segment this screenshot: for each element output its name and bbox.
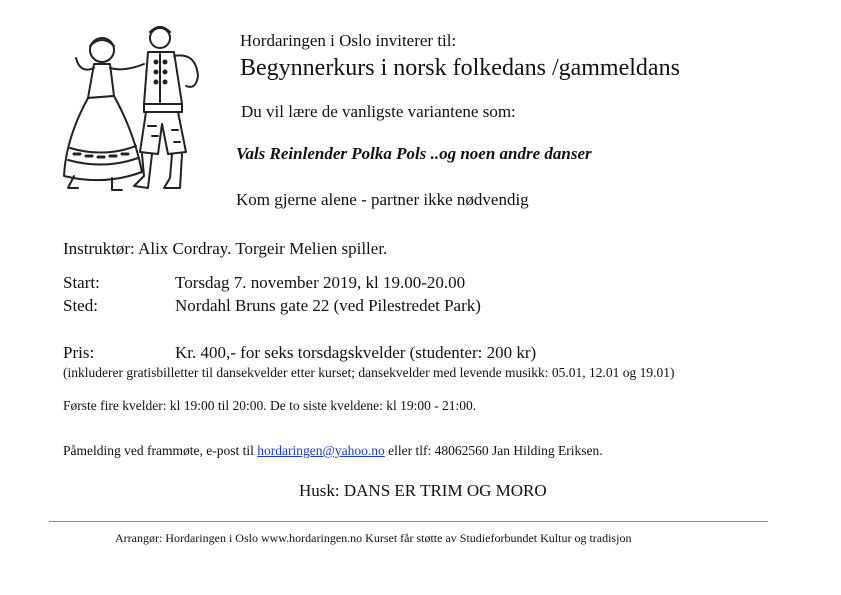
price-label: Pris: xyxy=(63,343,95,362)
invitation-line: Hordaringen i Oslo inviterer til: xyxy=(240,31,457,50)
includes-note: (inkluderer gratisbilletter til dansekvelder etter kurset; dansekvelder med levende musikk: 05.01, 12.01 og 19.01) xyxy=(63,365,675,380)
partner-note: Kom gjerne alene - partner ikke nødvendig xyxy=(236,190,529,209)
dance-list: Vals Reinlender Polka Pols ..og noen andre danser xyxy=(236,144,592,163)
start-value: Torsdag 7. november 2019, kl 19.00-20.00 xyxy=(175,273,466,292)
place-label: Sted: xyxy=(63,296,98,315)
instructor-line: Instruktør: Alix Cordray. Torgeir Melien spiller. xyxy=(63,239,388,258)
slogan: Husk: DANS ER TRIM OG MORO xyxy=(299,481,547,500)
registration-line xyxy=(63,443,603,459)
footer-divider xyxy=(49,521,768,522)
registration-suffix: eller tlf: 48062560 Jan Hilding Eriksen. xyxy=(384,443,603,458)
course-title: Begynnerkurs i norsk folkedans /gammeldans xyxy=(240,55,680,81)
place-value: Nordahl Bruns gate 22 (ved Pilestredet Park) xyxy=(175,296,481,315)
footer-text: Arrangør: Hordaringen i Oslo www.hordaringen.no Kurset får støtte av Studieforbundet Kultur og tradisjon xyxy=(115,531,632,545)
start-label: Start: xyxy=(63,273,100,292)
email-link[interactable]: hordaringen@yahoo.no xyxy=(257,443,385,458)
price-value: Kr. 400,- for seks torsdagskvelder (studenter: 200 kr) xyxy=(175,343,537,362)
registration-prefix: Påmelding ved frammøte, e-post til xyxy=(63,443,258,458)
learn-text: Du vil lære de vanligste variantene som: xyxy=(241,102,516,121)
folk-dancers-icon xyxy=(52,26,222,198)
times-note: Første fire kvelder: kl 19:00 til 20:00. De to siste kveldene: kl 19:00 - 21:00. xyxy=(63,398,477,413)
